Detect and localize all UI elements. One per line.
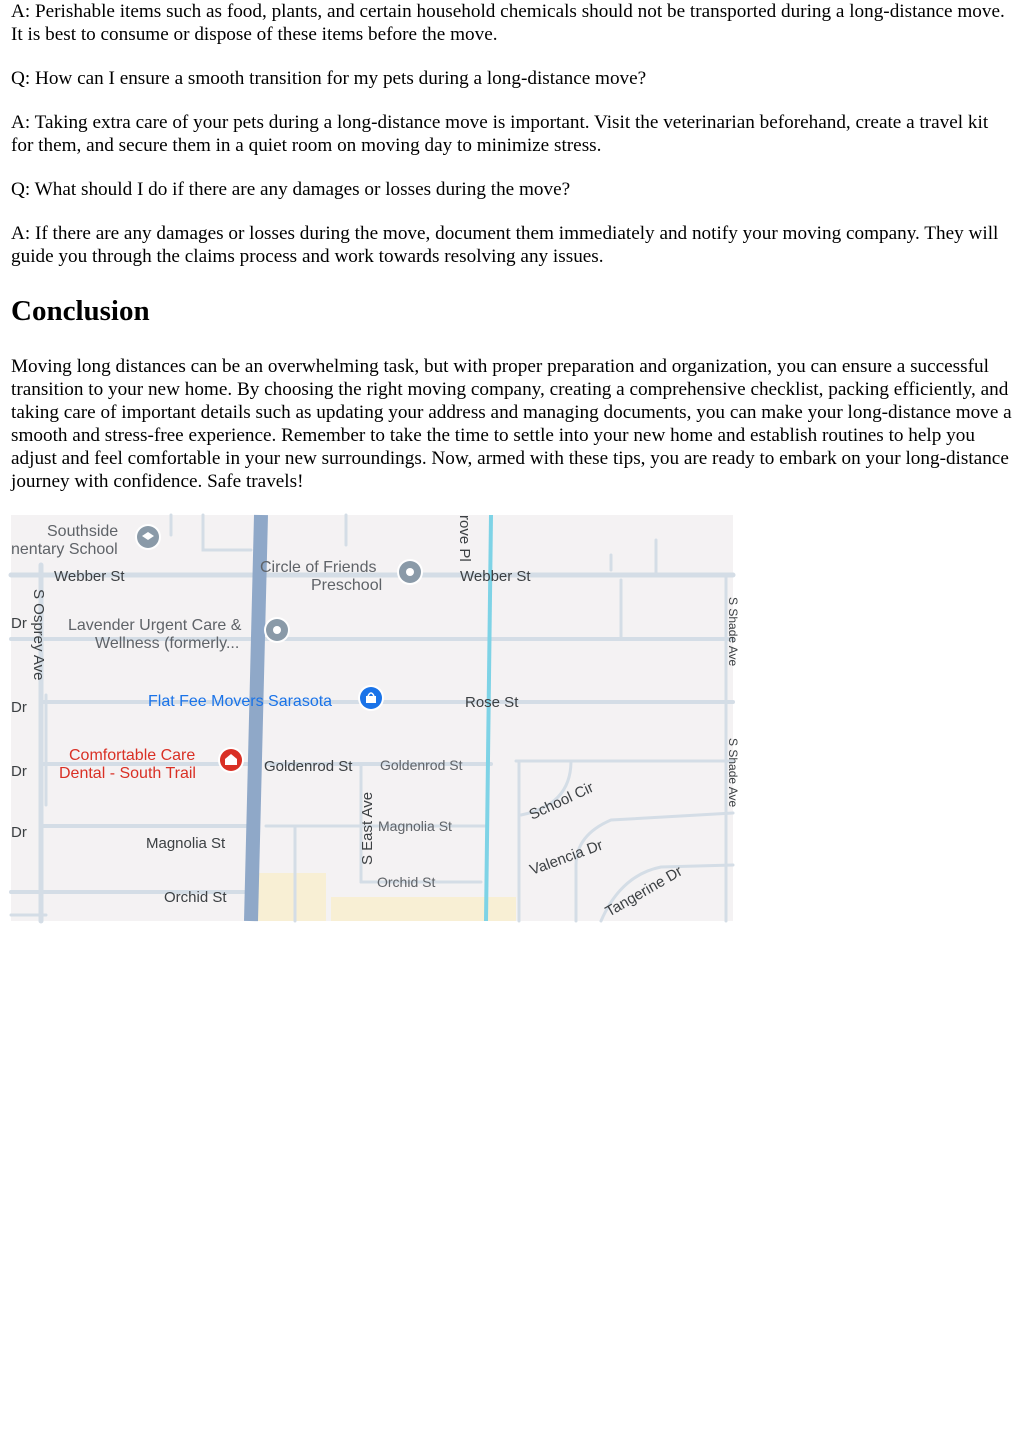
- place-label-urgent-1[interactable]: Lavender Urgent Care &: [68, 617, 242, 634]
- street-label-dr-1: Dr: [11, 615, 27, 632]
- street-label-osprey: S Osprey Ave: [30, 589, 47, 681]
- dental-pin-icon[interactable]: [218, 747, 244, 773]
- street-label-orchid-w: Orchid St: [164, 889, 227, 906]
- street-label-webber-w: Webber St: [54, 568, 125, 585]
- street-label-dr-2: Dr: [11, 699, 27, 716]
- urgent-care-pin-icon[interactable]: [264, 617, 290, 643]
- street-label-rose: Rose St: [465, 694, 519, 711]
- street-label-valencia: Valencia Dr: [527, 836, 606, 879]
- place-label-urgent-2[interactable]: Wellness (formerly...: [95, 635, 240, 652]
- street-label-dr-3: Dr: [11, 763, 27, 780]
- movers-pin-icon[interactable]: [358, 685, 384, 711]
- answer-perishable: A: Perishable items such as food, plants, and certain household chemicals should not be transported during a long-distance move. It is best to consume or dispose of these items before the move.: [11, 1, 1005, 45]
- street-label-magnolia-e: Magnolia St: [378, 818, 452, 834]
- map-parcel: [251, 873, 326, 921]
- street-label-goldenrod-1: Goldenrod St: [264, 758, 353, 775]
- place-label-dental-2[interactable]: Dental - South Trail: [59, 765, 196, 782]
- question-damages: Q: What should I do if there are any damages or losses during the move?: [11, 179, 571, 200]
- place-label-preschool-2[interactable]: Preschool: [311, 577, 383, 594]
- answer-damages: A: If there are any damages or losses during the move, document them immediately and notify your moving company. They will guide you through the claims process and work towards resolving any issues.: [11, 223, 999, 267]
- street-label-east-ave: S East Ave: [359, 791, 376, 865]
- map-image[interactable]: [11, 515, 740, 921]
- place-label-school-2[interactable]: nentary School: [11, 541, 118, 558]
- conclusion-text: Moving long distances can be an overwhelming task, but with proper preparation and organization, you can ensure a successful transition to your new home. By choosing the right moving company, creating a comprehensive checklist, packing efficiently, and taking care of important details such as updating your address and managing documents, you can make your long-distance move a smooth and stress-free experience. Remember to take the time to settle into your new home and establish routines to help you adjust and feel comfortable in your new surroundings. Now, armed with these tips, you are ready to embark on your long-distance journey with confidence. Safe travels!: [11, 356, 1012, 492]
- street-label-orchid-e: Orchid St: [377, 874, 436, 890]
- place-label-movers[interactable]: Flat Fee Movers Sarasota: [148, 693, 333, 710]
- preschool-pin-icon[interactable]: [397, 559, 423, 585]
- answer-pets: A: Taking extra care of your pets during a long-distance move is important. Visit the veterinarian beforehand, create a travel kit for them, and secure them in a quiet room on moving day to minimize stress.: [11, 112, 989, 156]
- street-label-grove-pl: rove Pl: [456, 515, 473, 562]
- question-pets: Q: How can I ensure a smooth transition for my pets during a long-distance move?: [11, 68, 647, 89]
- place-label-preschool-1[interactable]: Circle of Friends: [260, 559, 377, 576]
- map-canvas: [11, 515, 740, 921]
- street-label-shade-1: S Shade Ave: [726, 597, 740, 667]
- conclusion-heading: Conclusion: [11, 295, 150, 327]
- street-label-dr-4: Dr: [11, 824, 27, 841]
- street-label-tangerine: Tangerine Dr: [602, 862, 686, 921]
- street-label-webber-e: Webber St: [460, 568, 531, 585]
- place-label-dental-1[interactable]: Comfortable Care: [69, 747, 196, 764]
- street-label-shade-2: S Shade Ave: [726, 738, 740, 808]
- street-label-goldenrod-2: Goldenrod St: [380, 757, 463, 773]
- street-label-school-cir: School Cir: [526, 778, 597, 824]
- school-pin-icon[interactable]: [135, 524, 161, 550]
- place-label-school-1[interactable]: Southside: [47, 523, 119, 540]
- street-label-magnolia-w: Magnolia St: [146, 835, 226, 852]
